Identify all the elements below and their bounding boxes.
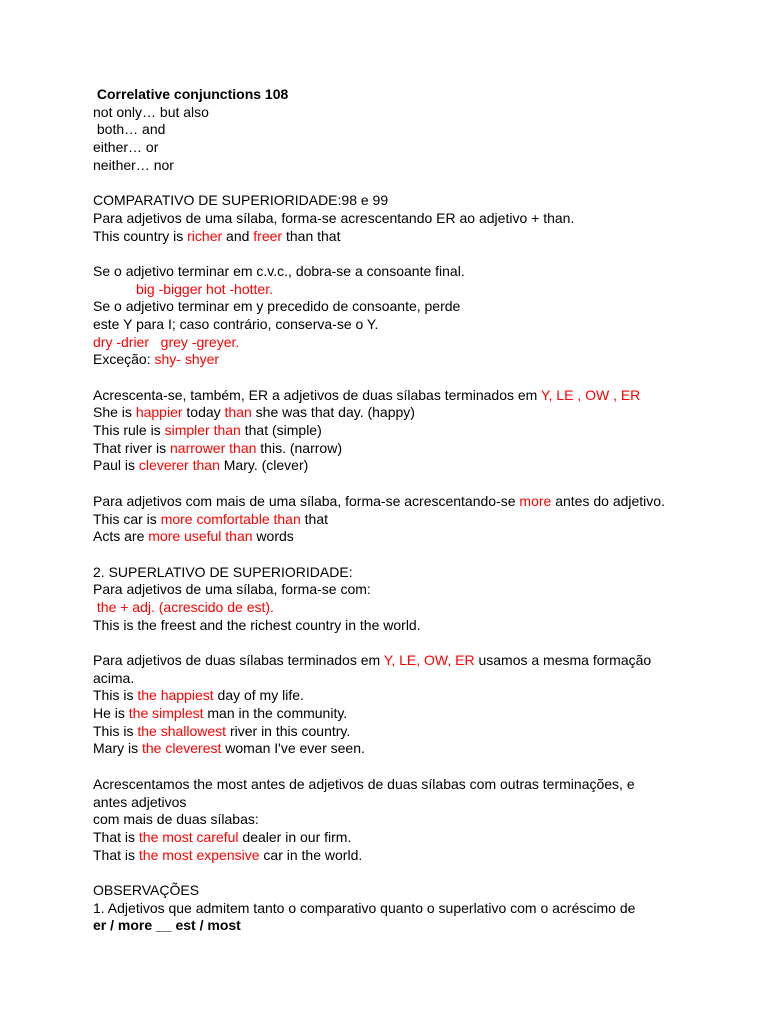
example-line: Exceção: shy- shyer	[93, 351, 220, 368]
section-title-correlative: Correlative conjunctions 108	[93, 86, 289, 102]
text-line: com mais de duas sílabas:	[93, 811, 259, 828]
text-line: Para adjetivos com mais de uma sílaba, forma-se acrescentando-se more antes do adjetivo.	[93, 492, 665, 509]
text-line: both… and	[93, 121, 166, 138]
text-line: Para adjetivos de uma sílaba, forma-se acrescentando ER ao adjetivo + than.	[93, 209, 575, 226]
example-line: Paul is cleverer than Mary. (clever)	[93, 457, 309, 474]
highlight-text: richer	[187, 227, 223, 244]
text-line: either… or	[93, 139, 159, 156]
example-line: She is happier today than she was that day. (happy)	[93, 404, 415, 421]
example-line: This rule is simpler than that (simple)	[93, 422, 322, 439]
text-line: este Y para I; caso contrário, conserva-se o Y.	[93, 315, 379, 332]
example-line: That is the most careful dealer in our firm.	[93, 828, 352, 845]
highlight-example: dry -drier grey -greyer.	[93, 333, 240, 350]
text-paragraph: Para adjetivos de duas sílabas terminados em Y, LE, OW, ER usamos a mesma formação acima.	[93, 652, 652, 686]
example-line: He is the simplest man in the community.	[93, 705, 348, 722]
bold-text-line: er / more __ est / most	[93, 917, 241, 934]
text-line: Para adjetivos de uma sílaba, forma-se com:	[93, 581, 371, 598]
highlight-text: Y, LE , OW , ER	[540, 386, 641, 403]
text-line: 1. Adjetivos que admitem tanto o comparativo quanto o superlativo com o acréscimo de	[93, 899, 636, 916]
highlight-text: freer	[253, 227, 283, 244]
document-body	[93, 86, 693, 935]
text-paragraph: Acrescentamos the most antes de adjetivos de duas sílabas com outras terminações, e antes adjetivos	[93, 775, 635, 810]
highlight-text: shy- shyer	[154, 351, 220, 368]
text-line: neither… nor	[93, 156, 174, 173]
section-heading-observacoes: OBSERVAÇÕES	[93, 882, 200, 898]
text-line: not only… but also	[93, 103, 209, 120]
example-line: Acts are more useful than words	[93, 528, 294, 545]
example-line: This country is richer and freer than that	[93, 227, 341, 244]
highlight-example: the + adj. (acrescido de est).	[93, 598, 274, 615]
example-line: This is the happiest day of my life.	[93, 687, 304, 704]
example-line: That is the most expensive car in the world.	[93, 846, 363, 863]
example-line: That river is narrower than this. (narrow)	[93, 439, 342, 456]
text-line: This is the freest and the richest country in the world.	[93, 616, 421, 633]
text-line: Se o adjetivo terminar em y precedido de consoante, perde	[93, 298, 461, 315]
section-heading-comparativo: COMPARATIVO DE SUPERIORIDADE:98 e 99	[93, 192, 389, 209]
example-line: This car is more comfortable than that	[93, 510, 329, 527]
section-heading-superlativo: 2. SUPERLATIVO DE SUPERIORIDADE:	[93, 563, 353, 580]
example-line: This is the shallowest river in this country.	[93, 722, 351, 739]
text-line: Se o adjetivo terminar em c.v.c., dobra-se a consoante final.	[93, 262, 465, 279]
example-line: Mary is the cleverest woman I've ever seen.	[93, 740, 365, 757]
highlight-example: big -bigger hot -hotter.	[136, 280, 273, 297]
text-line: Acrescenta-se, também, ER a adjetivos de duas sílabas terminados em Y, LE , OW , ER	[93, 386, 641, 403]
